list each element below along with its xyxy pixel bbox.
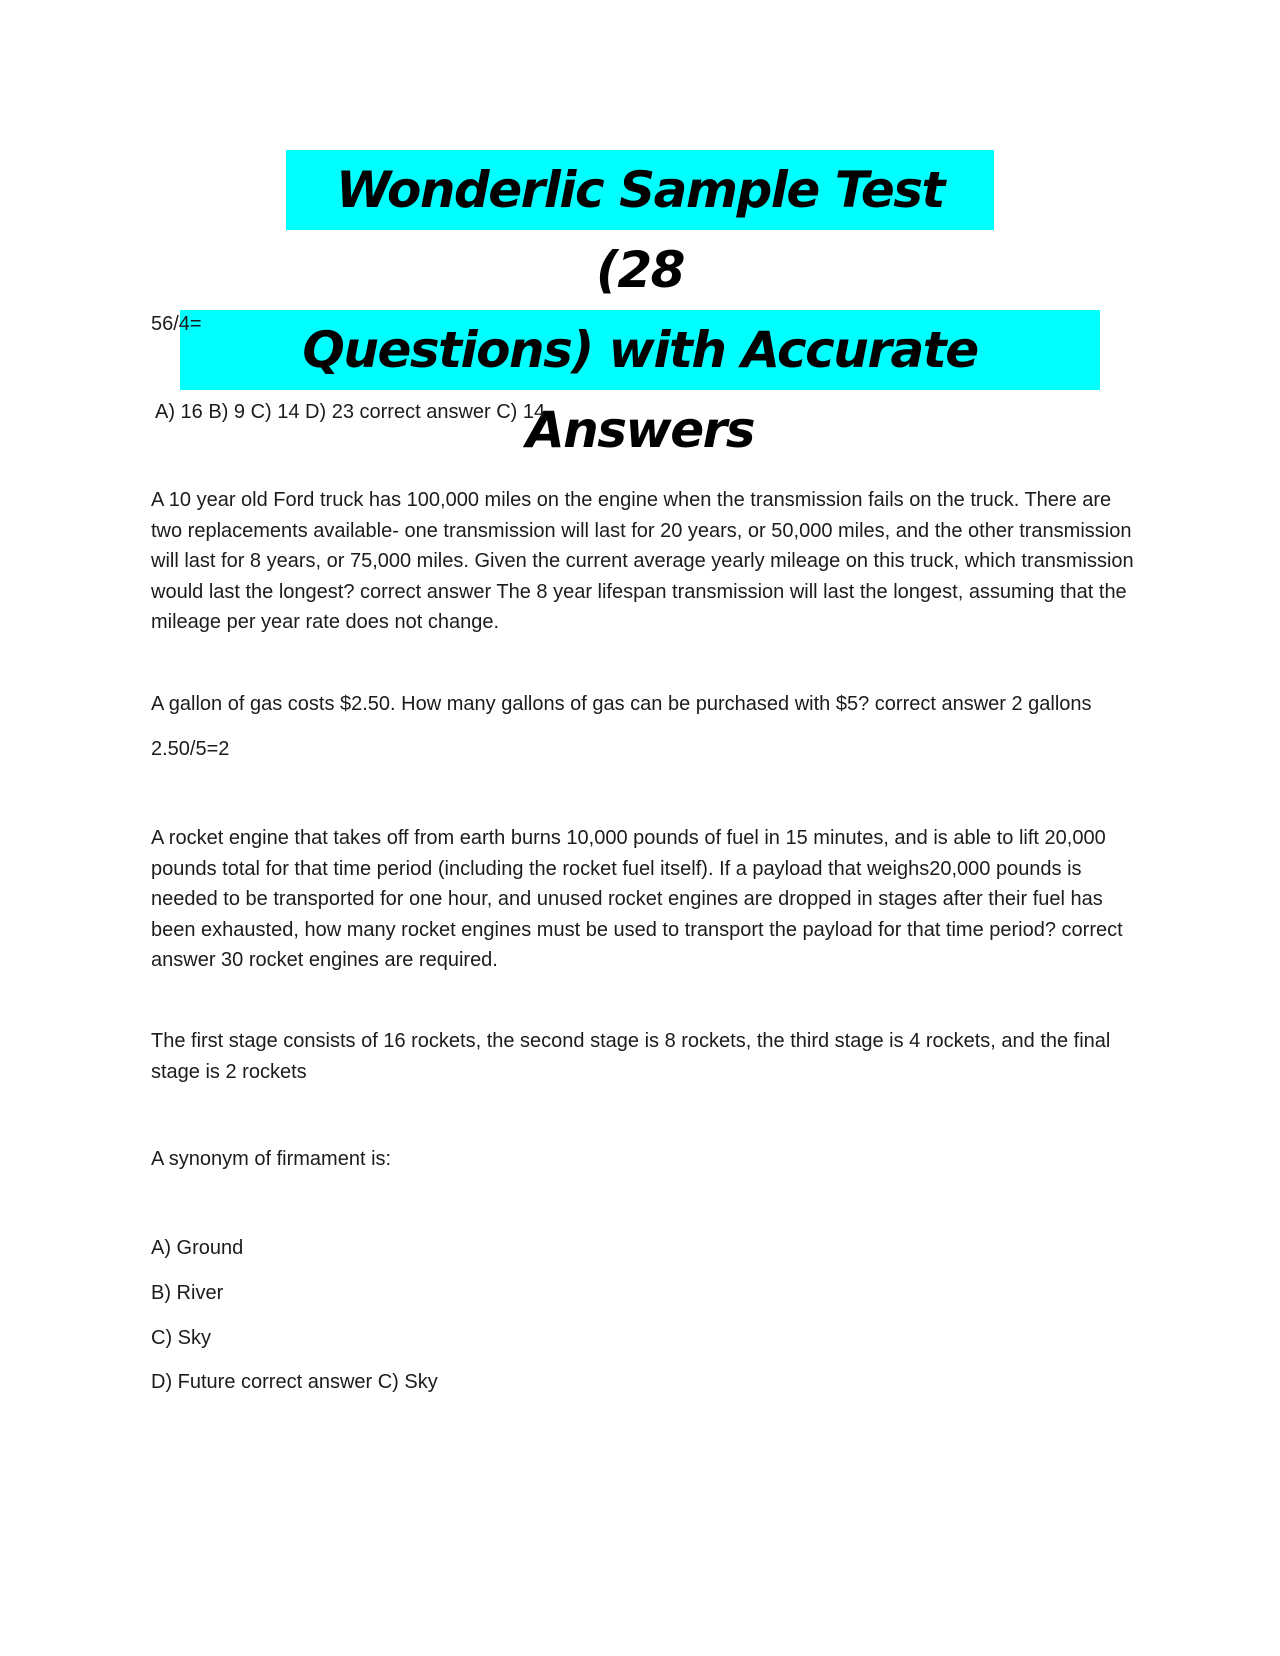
title-line-2: Questions) with Accurate Answers	[180, 310, 1100, 390]
title-line-1: Wonderlic Sample Test (28	[286, 150, 994, 230]
question-5-option-b: B) River	[151, 1282, 224, 1304]
question-1-options: A) 16 B) 9 C) 14 D) 23 correct answer C) 14	[155, 401, 546, 423]
question-5-option-c: C) Sky	[151, 1327, 211, 1349]
question-3-work: 2.50/5=2	[151, 738, 230, 760]
question-1-prompt: 56/4=	[151, 313, 202, 335]
question-5-prompt: A synonym of firmament is:	[151, 1148, 392, 1170]
question-4: A rocket engine that takes off from earth burns 10,000 pounds of fuel in 15 minutes, and is able to lift 20,000 pounds total for that time period (including the rocket fuel itself). If a payload that weighs20,000 pounds is needed to be transported for one hour, and unused rocket engines are dropped in stages after their fuel has been exhausted, how many rocket engines must be used to transport the payload for that time period? correct answer 30 rocket engines are required.	[151, 827, 1123, 971]
question-3: A gallon of gas costs $2.50. How many gallons of gas can be purchased with $5? correct answer 2 gallons	[151, 693, 1092, 715]
question-5-option-d: D) Future correct answer C) Sky	[151, 1371, 438, 1393]
question-4-explanation: The first stage consists of 16 rockets, the second stage is 8 rockets, the third stage is 4 rockets, and the final stage is 2 rockets	[151, 1030, 1111, 1083]
question-2: A 10 year old Ford truck has 100,000 miles on the engine when the transmission fails on the truck. There are two replacements available- one transmission will last for 20 years, or 50,000 miles, and the other transmission will last for 8 years, or 75,000 miles. Given the current average yearly mileage on this truck, which transmission would last the longest? correct answer The 8 year lifespan transmission will last the longest, assuming that the mileage per year rate does not change.	[151, 489, 1134, 633]
question-5-option-a: A) Ground	[151, 1237, 244, 1259]
